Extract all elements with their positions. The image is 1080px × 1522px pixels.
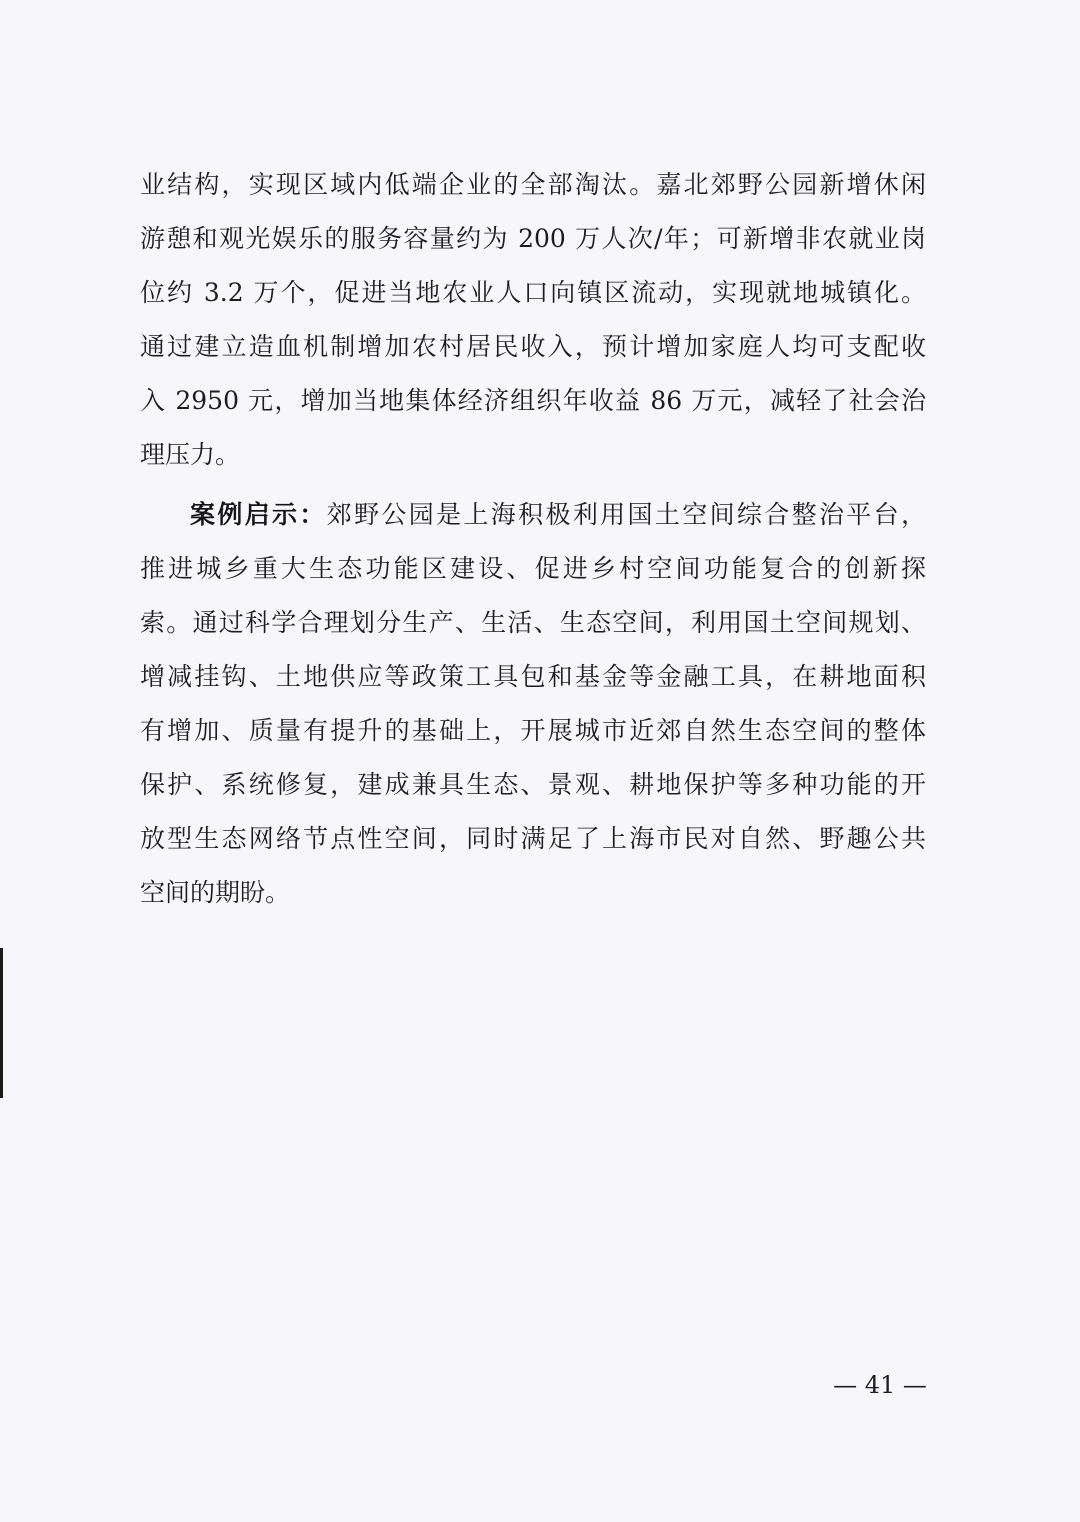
paragraph-2-line-7: 放型生态网络节点性空间，同时满足了上海市民对自然、野趣公共 xyxy=(140,824,926,853)
paragraph-1-line-4: 通过建立造血机制增加农村居民收入，预计增加家庭人均可支配收 xyxy=(140,332,926,361)
paragraph-1-line-2: 游憩和观光娱乐的服务容量约为 200 万人次/年；可新增非农就业岗 xyxy=(140,224,926,253)
paragraph-2-line-3: 索。通过科学合理划分生产、生活、生态空间，利用国土空间规划、 xyxy=(140,608,926,637)
paragraph-2-line-4: 增减挂钩、土地供应等政策工具包和基金等金融工具，在耕地面积 xyxy=(140,662,926,691)
case-insight-label: 案例启示： xyxy=(190,500,327,529)
paragraph-2-line-6: 保护、系统修复，建成兼具生态、景观、耕地保护等多种功能的开 xyxy=(140,770,926,799)
paragraph-2-line-2: 推进城乡重大生态功能区建设、促进乡村空间功能复合的创新探 xyxy=(140,554,926,583)
paragraph-1-line-3: 位约 3.2 万个，促进当地农业人口向镇区流动，实现就地城镇化。 xyxy=(140,278,926,307)
scan-edge-mark xyxy=(0,948,3,1098)
paragraph-1-line-6: 理压力。 xyxy=(140,440,241,469)
paragraph-2-line-1 xyxy=(190,488,926,542)
paragraph-1-line-1: 业结构，实现区域内低端企业的全部淘汰。嘉北郊野公园新增休闲 xyxy=(140,170,926,199)
page-number: — 41 — xyxy=(833,1371,927,1399)
paragraph-2-line-5: 有增加、质量有提升的基础上，开展城市近郊自然生态空间的整体 xyxy=(140,716,926,745)
paragraph-2-line-1-text: 郊野公园是上海积极利用国土空间综合整治平台， xyxy=(326,500,926,529)
paragraph-1-line-5: 入 2950 元，增加当地集体经济组织年收益 86 万元，减轻了社会治 xyxy=(140,386,926,415)
paragraph-2-line-8: 空间的期盼。 xyxy=(140,878,291,907)
